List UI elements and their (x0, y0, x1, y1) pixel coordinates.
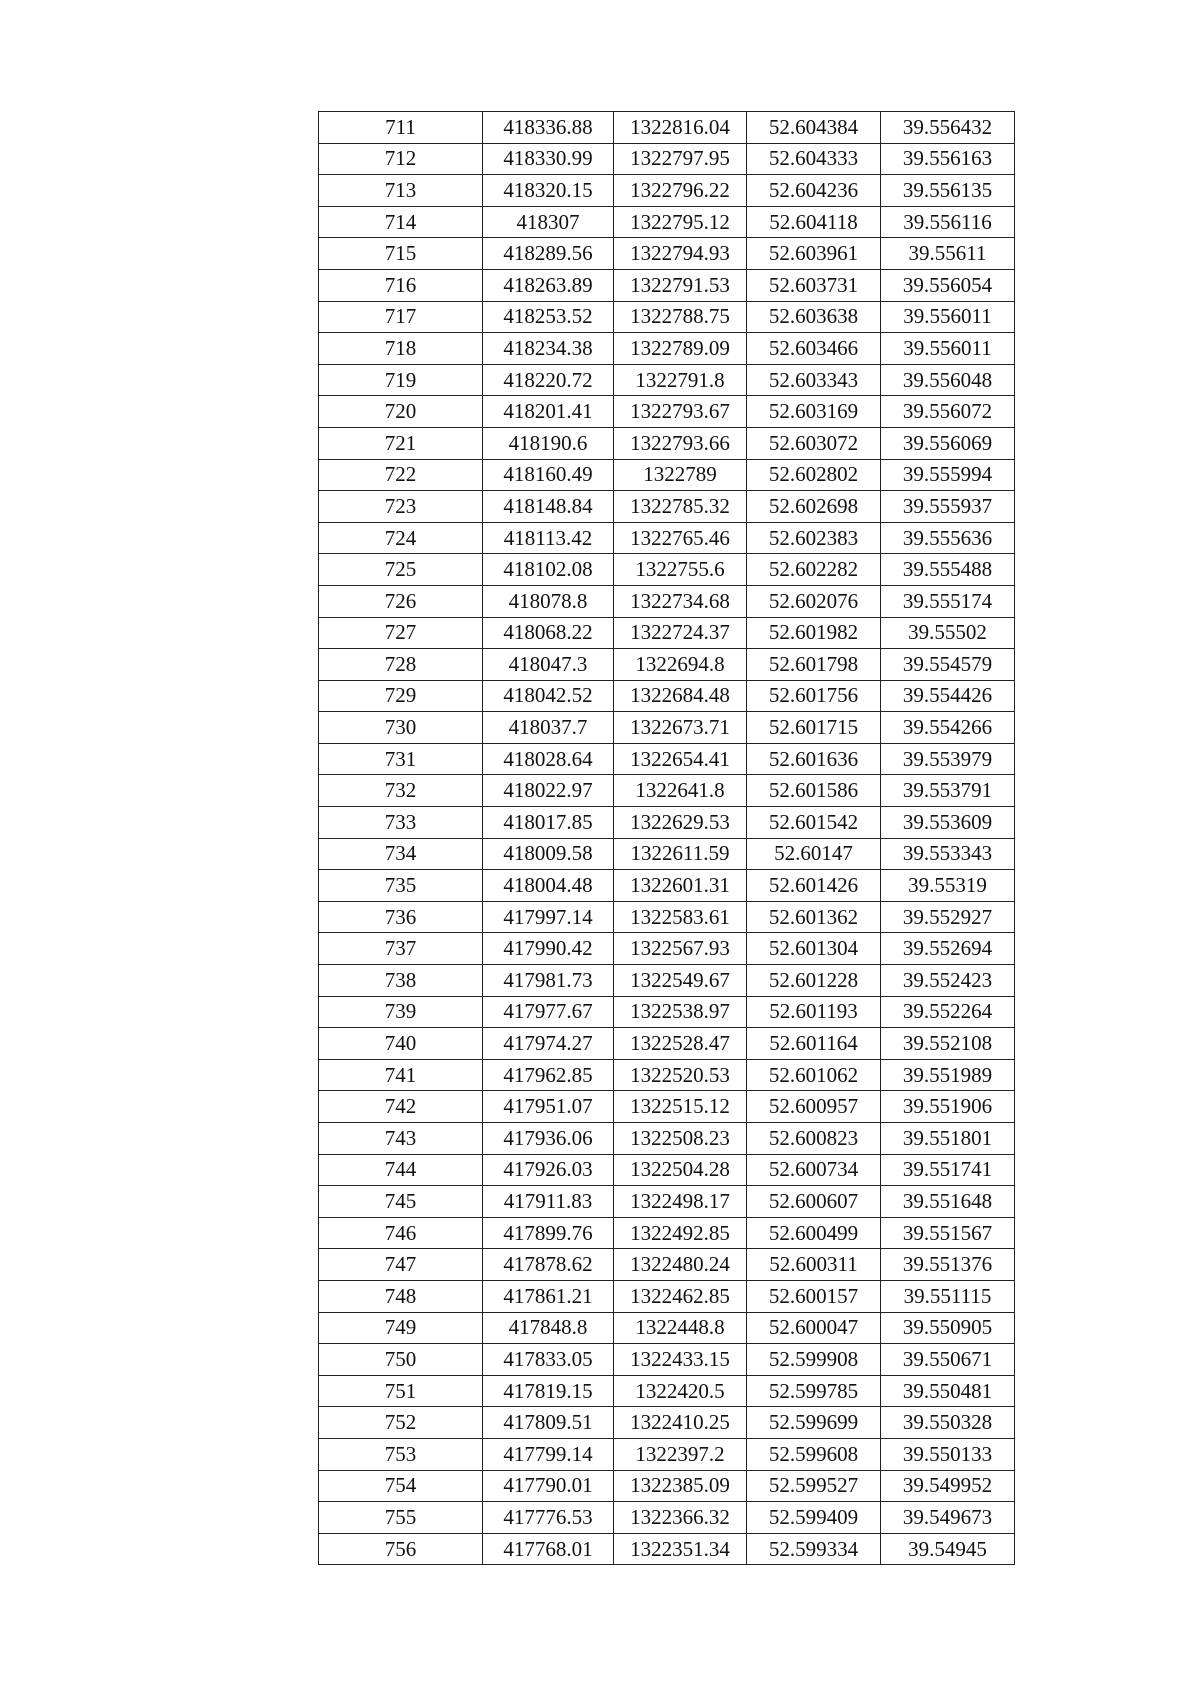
y-coordinate-cell: 1322793.66 (614, 427, 747, 459)
longitude-cell: 39.554426 (881, 680, 1015, 712)
point-number-cell: 750 (319, 1344, 483, 1376)
table-row (319, 965, 1015, 997)
longitude-cell: 39.553791 (881, 775, 1015, 807)
y-coordinate-cell: 1322498.17 (614, 1186, 747, 1218)
latitude-cell: 52.599699 (747, 1407, 881, 1439)
table-row (319, 269, 1015, 301)
point-number-cell: 721 (319, 427, 483, 459)
x-coordinate-cell: 417833.05 (483, 1344, 614, 1376)
point-number-cell: 756 (319, 1533, 483, 1565)
latitude-cell: 52.599409 (747, 1502, 881, 1534)
longitude-cell: 39.550671 (881, 1344, 1015, 1376)
coordinates-table-body (319, 112, 1015, 1565)
latitude-cell: 52.600734 (747, 1154, 881, 1186)
y-coordinate-cell: 1322420.5 (614, 1375, 747, 1407)
x-coordinate-cell: 418148.84 (483, 491, 614, 523)
longitude-cell: 39.553343 (881, 838, 1015, 870)
table-row (319, 1407, 1015, 1439)
point-number-cell: 733 (319, 807, 483, 839)
x-coordinate-cell: 417819.15 (483, 1375, 614, 1407)
table-row (319, 775, 1015, 807)
table-row (319, 522, 1015, 554)
point-number-cell: 720 (319, 396, 483, 428)
x-coordinate-cell: 418289.56 (483, 238, 614, 270)
longitude-cell: 39.551801 (881, 1123, 1015, 1155)
x-coordinate-cell: 417790.01 (483, 1470, 614, 1502)
latitude-cell: 52.601542 (747, 807, 881, 839)
point-number-cell: 755 (319, 1502, 483, 1534)
point-number-cell: 751 (319, 1375, 483, 1407)
longitude-cell: 39.555488 (881, 554, 1015, 586)
x-coordinate-cell: 417936.06 (483, 1123, 614, 1155)
x-coordinate-cell: 417799.14 (483, 1438, 614, 1470)
y-coordinate-cell: 1322520.53 (614, 1059, 747, 1091)
longitude-cell: 39.551989 (881, 1059, 1015, 1091)
latitude-cell: 52.600607 (747, 1186, 881, 1218)
x-coordinate-cell: 417974.27 (483, 1028, 614, 1060)
longitude-cell: 39.553609 (881, 807, 1015, 839)
longitude-cell: 39.551741 (881, 1154, 1015, 1186)
point-number-cell: 723 (319, 491, 483, 523)
y-coordinate-cell: 1322789.09 (614, 333, 747, 365)
point-number-cell: 744 (319, 1154, 483, 1186)
point-number-cell: 745 (319, 1186, 483, 1218)
point-number-cell: 714 (319, 206, 483, 238)
table-row (319, 807, 1015, 839)
y-coordinate-cell: 1322791.53 (614, 269, 747, 301)
table-row (319, 1533, 1015, 1565)
table-row (319, 1375, 1015, 1407)
longitude-cell: 39.555636 (881, 522, 1015, 554)
table-row (319, 1028, 1015, 1060)
point-number-cell: 736 (319, 901, 483, 933)
latitude-cell: 52.599608 (747, 1438, 881, 1470)
latitude-cell: 52.602698 (747, 491, 881, 523)
x-coordinate-cell: 418330.99 (483, 143, 614, 175)
point-number-cell: 747 (319, 1249, 483, 1281)
x-coordinate-cell: 417878.62 (483, 1249, 614, 1281)
latitude-cell: 52.601362 (747, 901, 881, 933)
table-row (319, 1249, 1015, 1281)
x-coordinate-cell: 417926.03 (483, 1154, 614, 1186)
point-number-cell: 724 (319, 522, 483, 554)
x-coordinate-cell: 418028.64 (483, 743, 614, 775)
point-number-cell: 746 (319, 1217, 483, 1249)
latitude-cell: 52.599785 (747, 1375, 881, 1407)
latitude-cell: 52.603961 (747, 238, 881, 270)
point-number-cell: 730 (319, 712, 483, 744)
table-row (319, 206, 1015, 238)
latitude-cell: 52.599908 (747, 1344, 881, 1376)
y-coordinate-cell: 1322724.37 (614, 617, 747, 649)
table-row (319, 554, 1015, 586)
latitude-cell: 52.60147 (747, 838, 881, 870)
x-coordinate-cell: 418037.7 (483, 712, 614, 744)
coordinates-table (318, 111, 1015, 1565)
point-number-cell: 753 (319, 1438, 483, 1470)
longitude-cell: 39.550133 (881, 1438, 1015, 1470)
latitude-cell: 52.600157 (747, 1280, 881, 1312)
y-coordinate-cell: 1322366.32 (614, 1502, 747, 1534)
y-coordinate-cell: 1322583.61 (614, 901, 747, 933)
table-row (319, 901, 1015, 933)
point-number-cell: 715 (319, 238, 483, 270)
y-coordinate-cell: 1322448.8 (614, 1312, 747, 1344)
latitude-cell: 52.601798 (747, 649, 881, 681)
table-row (319, 491, 1015, 523)
longitude-cell: 39.551376 (881, 1249, 1015, 1281)
table-row (319, 459, 1015, 491)
latitude-cell: 52.599527 (747, 1470, 881, 1502)
latitude-cell: 52.601636 (747, 743, 881, 775)
x-coordinate-cell: 418078.8 (483, 585, 614, 617)
y-coordinate-cell: 1322601.31 (614, 870, 747, 902)
y-coordinate-cell: 1322791.8 (614, 364, 747, 396)
y-coordinate-cell: 1322462.85 (614, 1280, 747, 1312)
latitude-cell: 52.601586 (747, 775, 881, 807)
table-row (319, 1438, 1015, 1470)
point-number-cell: 725 (319, 554, 483, 586)
latitude-cell: 52.603731 (747, 269, 881, 301)
longitude-cell: 39.549673 (881, 1502, 1015, 1534)
y-coordinate-cell: 1322684.48 (614, 680, 747, 712)
x-coordinate-cell: 418022.97 (483, 775, 614, 807)
longitude-cell: 39.55319 (881, 870, 1015, 902)
table-row (319, 1312, 1015, 1344)
table-row (319, 680, 1015, 712)
table-row (319, 427, 1015, 459)
latitude-cell: 52.603169 (747, 396, 881, 428)
table-row (319, 1154, 1015, 1186)
latitude-cell: 52.601228 (747, 965, 881, 997)
latitude-cell: 52.601982 (747, 617, 881, 649)
y-coordinate-cell: 1322433.15 (614, 1344, 747, 1376)
point-number-cell: 740 (319, 1028, 483, 1060)
table-row (319, 301, 1015, 333)
longitude-cell: 39.550328 (881, 1407, 1015, 1439)
y-coordinate-cell: 1322351.34 (614, 1533, 747, 1565)
table-row (319, 1217, 1015, 1249)
table-row (319, 1123, 1015, 1155)
x-coordinate-cell: 418068.22 (483, 617, 614, 649)
y-coordinate-cell: 1322567.93 (614, 933, 747, 965)
y-coordinate-cell: 1322385.09 (614, 1470, 747, 1502)
y-coordinate-cell: 1322755.6 (614, 554, 747, 586)
x-coordinate-cell: 418102.08 (483, 554, 614, 586)
latitude-cell: 52.604384 (747, 112, 881, 144)
y-coordinate-cell: 1322673.71 (614, 712, 747, 744)
table-row (319, 933, 1015, 965)
longitude-cell: 39.54945 (881, 1533, 1015, 1565)
latitude-cell: 52.602802 (747, 459, 881, 491)
x-coordinate-cell: 418004.48 (483, 870, 614, 902)
x-coordinate-cell: 417977.67 (483, 996, 614, 1028)
x-coordinate-cell: 418042.52 (483, 680, 614, 712)
point-number-cell: 739 (319, 996, 483, 1028)
latitude-cell: 52.601062 (747, 1059, 881, 1091)
table-row (319, 364, 1015, 396)
longitude-cell: 39.556116 (881, 206, 1015, 238)
longitude-cell: 39.554579 (881, 649, 1015, 681)
point-number-cell: 748 (319, 1280, 483, 1312)
x-coordinate-cell: 418017.85 (483, 807, 614, 839)
x-coordinate-cell: 417848.8 (483, 1312, 614, 1344)
y-coordinate-cell: 1322789 (614, 459, 747, 491)
y-coordinate-cell: 1322508.23 (614, 1123, 747, 1155)
point-number-cell: 717 (319, 301, 483, 333)
latitude-cell: 52.604333 (747, 143, 881, 175)
y-coordinate-cell: 1322795.12 (614, 206, 747, 238)
x-coordinate-cell: 418047.3 (483, 649, 614, 681)
y-coordinate-cell: 1322504.28 (614, 1154, 747, 1186)
longitude-cell: 39.555994 (881, 459, 1015, 491)
latitude-cell: 52.601715 (747, 712, 881, 744)
latitude-cell: 52.600047 (747, 1312, 881, 1344)
longitude-cell: 39.55502 (881, 617, 1015, 649)
x-coordinate-cell: 418263.89 (483, 269, 614, 301)
point-number-cell: 711 (319, 112, 483, 144)
x-coordinate-cell: 417962.85 (483, 1059, 614, 1091)
x-coordinate-cell: 418307 (483, 206, 614, 238)
x-coordinate-cell: 417861.21 (483, 1280, 614, 1312)
latitude-cell: 52.603343 (747, 364, 881, 396)
y-coordinate-cell: 1322515.12 (614, 1091, 747, 1123)
latitude-cell: 52.600311 (747, 1249, 881, 1281)
y-coordinate-cell: 1322654.41 (614, 743, 747, 775)
y-coordinate-cell: 1322397.2 (614, 1438, 747, 1470)
table-row (319, 1091, 1015, 1123)
latitude-cell: 52.600823 (747, 1123, 881, 1155)
x-coordinate-cell: 417809.51 (483, 1407, 614, 1439)
y-coordinate-cell: 1322793.67 (614, 396, 747, 428)
longitude-cell: 39.55611 (881, 238, 1015, 270)
y-coordinate-cell: 1322641.8 (614, 775, 747, 807)
table-row (319, 1344, 1015, 1376)
latitude-cell: 52.604118 (747, 206, 881, 238)
latitude-cell: 52.601193 (747, 996, 881, 1028)
longitude-cell: 39.556011 (881, 301, 1015, 333)
point-number-cell: 726 (319, 585, 483, 617)
point-number-cell: 743 (319, 1123, 483, 1155)
y-coordinate-cell: 1322410.25 (614, 1407, 747, 1439)
table-row (319, 712, 1015, 744)
point-number-cell: 712 (319, 143, 483, 175)
table-row (319, 996, 1015, 1028)
longitude-cell: 39.555937 (881, 491, 1015, 523)
longitude-cell: 39.553979 (881, 743, 1015, 775)
point-number-cell: 722 (319, 459, 483, 491)
longitude-cell: 39.551906 (881, 1091, 1015, 1123)
y-coordinate-cell: 1322797.95 (614, 143, 747, 175)
table-row (319, 585, 1015, 617)
x-coordinate-cell: 417951.07 (483, 1091, 614, 1123)
point-number-cell: 749 (319, 1312, 483, 1344)
y-coordinate-cell: 1322765.46 (614, 522, 747, 554)
x-coordinate-cell: 418113.42 (483, 522, 614, 554)
point-number-cell: 752 (319, 1407, 483, 1439)
x-coordinate-cell: 418234.38 (483, 333, 614, 365)
y-coordinate-cell: 1322538.97 (614, 996, 747, 1028)
x-coordinate-cell: 417768.01 (483, 1533, 614, 1565)
longitude-cell: 39.550481 (881, 1375, 1015, 1407)
x-coordinate-cell: 418201.41 (483, 396, 614, 428)
table-row (319, 1470, 1015, 1502)
latitude-cell: 52.601304 (747, 933, 881, 965)
longitude-cell: 39.556163 (881, 143, 1015, 175)
point-number-cell: 741 (319, 1059, 483, 1091)
latitude-cell: 52.603638 (747, 301, 881, 333)
x-coordinate-cell: 417899.76 (483, 1217, 614, 1249)
table-row (319, 396, 1015, 428)
longitude-cell: 39.552108 (881, 1028, 1015, 1060)
point-number-cell: 738 (319, 965, 483, 997)
point-number-cell: 734 (319, 838, 483, 870)
longitude-cell: 39.551648 (881, 1186, 1015, 1218)
table-row (319, 649, 1015, 681)
table-row (319, 1280, 1015, 1312)
point-number-cell: 728 (319, 649, 483, 681)
longitude-cell: 39.556011 (881, 333, 1015, 365)
table-row (319, 1059, 1015, 1091)
y-coordinate-cell: 1322816.04 (614, 112, 747, 144)
x-coordinate-cell: 418253.52 (483, 301, 614, 333)
table-row (319, 617, 1015, 649)
y-coordinate-cell: 1322549.67 (614, 965, 747, 997)
longitude-cell: 39.552694 (881, 933, 1015, 965)
point-number-cell: 719 (319, 364, 483, 396)
y-coordinate-cell: 1322629.53 (614, 807, 747, 839)
y-coordinate-cell: 1322788.75 (614, 301, 747, 333)
x-coordinate-cell: 418009.58 (483, 838, 614, 870)
latitude-cell: 52.600499 (747, 1217, 881, 1249)
longitude-cell: 39.556135 (881, 175, 1015, 207)
table-row (319, 175, 1015, 207)
longitude-cell: 39.555174 (881, 585, 1015, 617)
point-number-cell: 742 (319, 1091, 483, 1123)
y-coordinate-cell: 1322492.85 (614, 1217, 747, 1249)
table-row (319, 870, 1015, 902)
y-coordinate-cell: 1322796.22 (614, 175, 747, 207)
latitude-cell: 52.601426 (747, 870, 881, 902)
longitude-cell: 39.551567 (881, 1217, 1015, 1249)
table-row (319, 838, 1015, 870)
longitude-cell: 39.550905 (881, 1312, 1015, 1344)
table-row (319, 112, 1015, 144)
longitude-cell: 39.556432 (881, 112, 1015, 144)
table-row (319, 1186, 1015, 1218)
longitude-cell: 39.556048 (881, 364, 1015, 396)
point-number-cell: 754 (319, 1470, 483, 1502)
latitude-cell: 52.602282 (747, 554, 881, 586)
point-number-cell: 718 (319, 333, 483, 365)
longitude-cell: 39.552927 (881, 901, 1015, 933)
longitude-cell: 39.556072 (881, 396, 1015, 428)
point-number-cell: 731 (319, 743, 483, 775)
latitude-cell: 52.599334 (747, 1533, 881, 1565)
longitude-cell: 39.551115 (881, 1280, 1015, 1312)
x-coordinate-cell: 418220.72 (483, 364, 614, 396)
x-coordinate-cell: 417990.42 (483, 933, 614, 965)
longitude-cell: 39.554266 (881, 712, 1015, 744)
point-number-cell: 737 (319, 933, 483, 965)
y-coordinate-cell: 1322785.32 (614, 491, 747, 523)
y-coordinate-cell: 1322794.93 (614, 238, 747, 270)
x-coordinate-cell: 418190.6 (483, 427, 614, 459)
table-row (319, 238, 1015, 270)
latitude-cell: 52.603466 (747, 333, 881, 365)
table-row (319, 743, 1015, 775)
longitude-cell: 39.549952 (881, 1470, 1015, 1502)
y-coordinate-cell: 1322734.68 (614, 585, 747, 617)
longitude-cell: 39.556069 (881, 427, 1015, 459)
table-row (319, 333, 1015, 365)
latitude-cell: 52.602076 (747, 585, 881, 617)
point-number-cell: 729 (319, 680, 483, 712)
latitude-cell: 52.604236 (747, 175, 881, 207)
latitude-cell: 52.601164 (747, 1028, 881, 1060)
latitude-cell: 52.601756 (747, 680, 881, 712)
point-number-cell: 727 (319, 617, 483, 649)
longitude-cell: 39.552423 (881, 965, 1015, 997)
latitude-cell: 52.600957 (747, 1091, 881, 1123)
table-row (319, 143, 1015, 175)
longitude-cell: 39.556054 (881, 269, 1015, 301)
y-coordinate-cell: 1322528.47 (614, 1028, 747, 1060)
x-coordinate-cell: 417981.73 (483, 965, 614, 997)
point-number-cell: 713 (319, 175, 483, 207)
x-coordinate-cell: 417997.14 (483, 901, 614, 933)
y-coordinate-cell: 1322611.59 (614, 838, 747, 870)
y-coordinate-cell: 1322480.24 (614, 1249, 747, 1281)
latitude-cell: 52.603072 (747, 427, 881, 459)
point-number-cell: 732 (319, 775, 483, 807)
x-coordinate-cell: 417776.53 (483, 1502, 614, 1534)
y-coordinate-cell: 1322694.8 (614, 649, 747, 681)
longitude-cell: 39.552264 (881, 996, 1015, 1028)
x-coordinate-cell: 418160.49 (483, 459, 614, 491)
x-coordinate-cell: 418320.15 (483, 175, 614, 207)
x-coordinate-cell: 417911.83 (483, 1186, 614, 1218)
table-row (319, 1502, 1015, 1534)
point-number-cell: 716 (319, 269, 483, 301)
latitude-cell: 52.602383 (747, 522, 881, 554)
point-number-cell: 735 (319, 870, 483, 902)
x-coordinate-cell: 418336.88 (483, 112, 614, 144)
